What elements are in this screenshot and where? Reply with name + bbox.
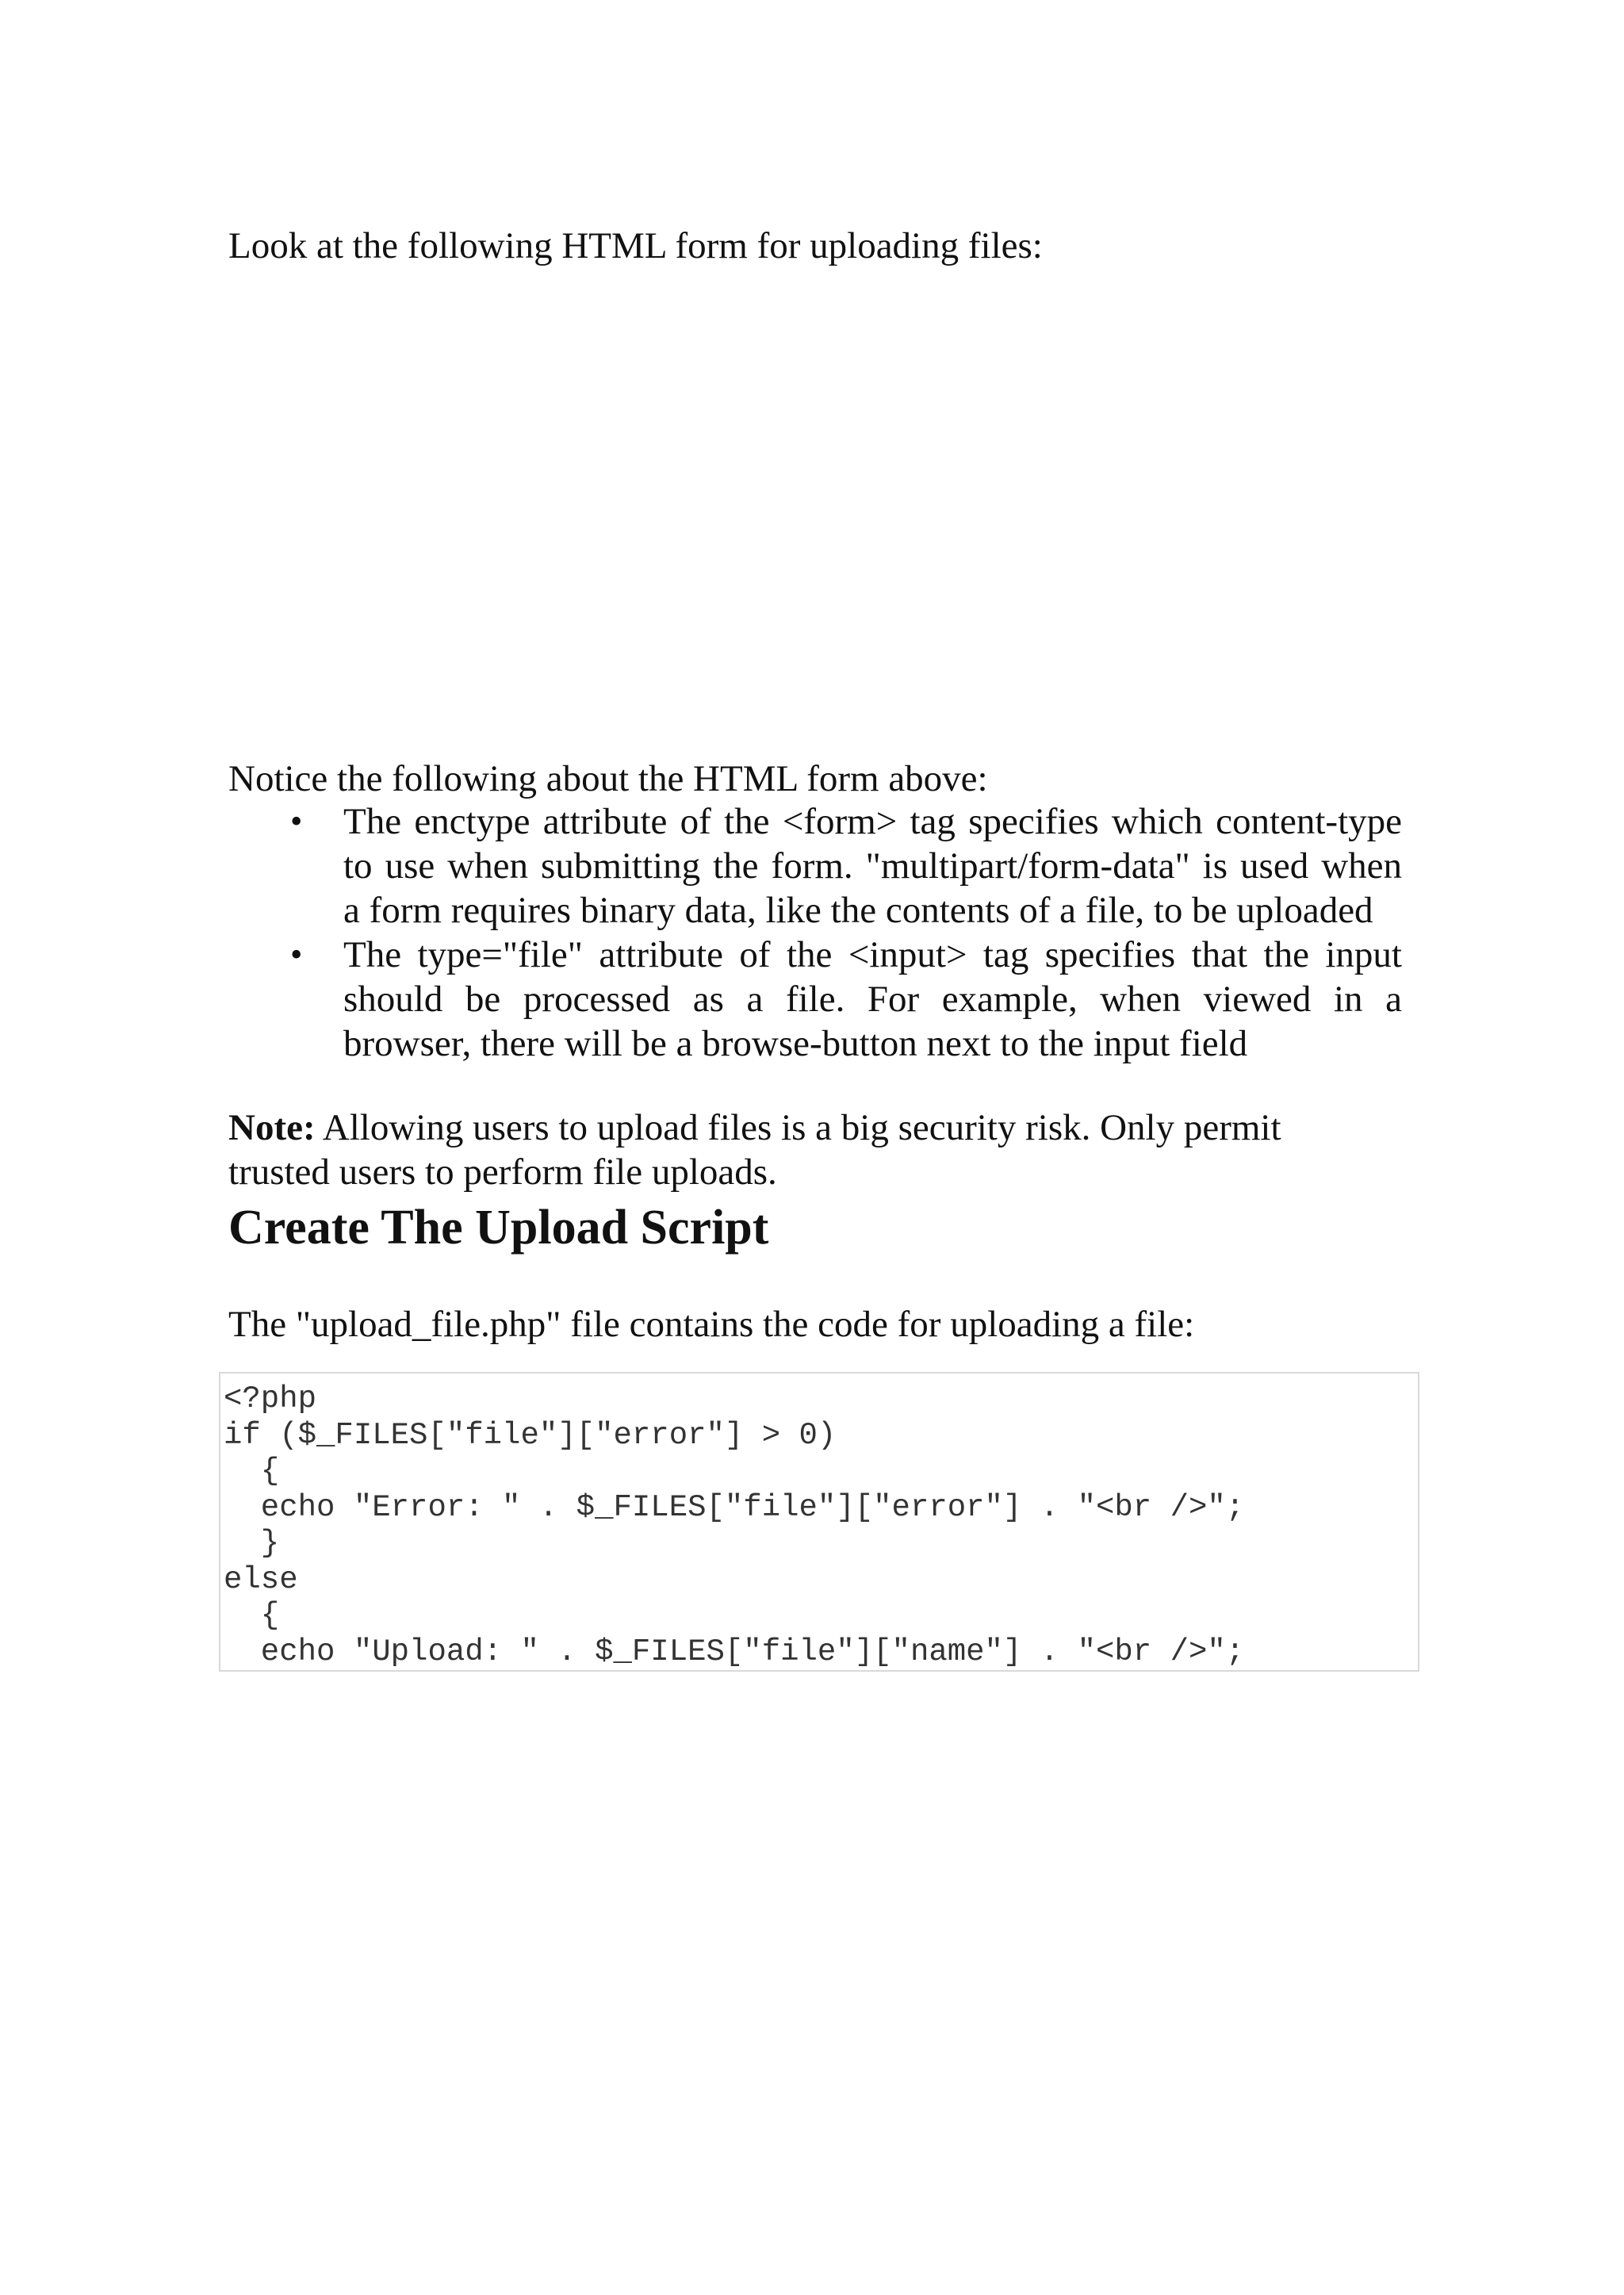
code-line: { bbox=[224, 1598, 280, 1633]
list-item-line: The enctype attribute of the <form> tag specifies which content-type bbox=[343, 801, 1402, 842]
list-item-line: should be processed as a file. For example, when viewed in a bbox=[343, 979, 1402, 1020]
bullet-icon: • bbox=[290, 935, 303, 974]
note-paragraph bbox=[228, 1105, 1281, 1194]
note-text: Allowing users to upload files is a big security risk. Only permit bbox=[315, 1107, 1281, 1148]
code-line: else bbox=[224, 1561, 298, 1597]
bullet-list bbox=[228, 799, 1402, 1066]
code-line: } bbox=[224, 1526, 280, 1561]
note-line: trusted users to perform file uploads. bbox=[228, 1151, 777, 1193]
code-line: echo "Upload: " . $_FILES["file"]["name"] . "<br />"; bbox=[224, 1634, 1245, 1669]
list-item-line: browser, there will be a browse-button next to the input field bbox=[343, 1023, 1248, 1064]
intro-paragraph: Look at the following HTML form for uploading files: bbox=[228, 225, 1043, 266]
list-item-line: The type="file" attribute of the <input> tag specifies that the input bbox=[343, 934, 1402, 975]
code-line: if ($_FILES["file"]["error"] > 0) bbox=[224, 1417, 837, 1453]
code-content bbox=[220, 1374, 1418, 1670]
list-item bbox=[228, 933, 1402, 1066]
note-line bbox=[228, 1105, 1281, 1150]
list-item-line: to use when submitting the form. "multipart/form-data" is used when bbox=[343, 845, 1402, 887]
code-line: { bbox=[224, 1454, 280, 1488]
upload-intro-paragraph: The "upload_file.php" file contains the code for uploading a file: bbox=[228, 1304, 1195, 1345]
notice-paragraph: Notice the following about the HTML form above: bbox=[228, 758, 988, 799]
list-item-line: a form requires binary data, like the contents of a file, to be uploaded bbox=[343, 890, 1373, 931]
note-label: Note: bbox=[228, 1107, 316, 1148]
section-heading: Create The Upload Script bbox=[228, 1201, 769, 1255]
code-block bbox=[219, 1372, 1419, 1672]
list-item bbox=[228, 799, 1402, 933]
code-line: <?php bbox=[224, 1381, 317, 1416]
bullet-icon: • bbox=[290, 802, 303, 841]
code-line: echo "Error: " . $_FILES["file"]["error"] . "<br />"; bbox=[224, 1489, 1245, 1525]
